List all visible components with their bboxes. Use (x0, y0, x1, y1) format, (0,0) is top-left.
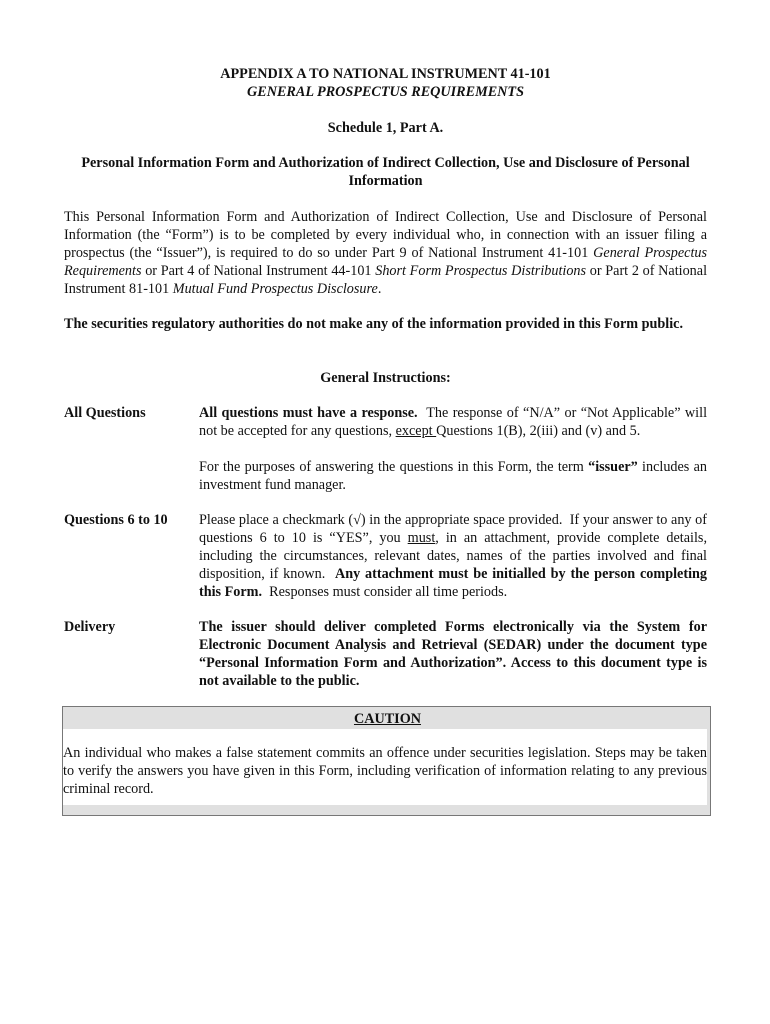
all-questions-except: except (395, 423, 437, 439)
appendix-title: APPENDIX A TO NATIONAL INSTRUMENT 41-101 (220, 66, 551, 82)
intro-ref-mutual-fund: Mutual Fund Prospectus Disclosure (172, 281, 378, 297)
all-questions-lead: All questions must have a response. (199, 405, 418, 421)
all-questions-text-1: The response of “N/A” or “Not Applicable” will not be accepted for any questions, (199, 405, 711, 439)
all-questions-label: All Questions (64, 405, 146, 421)
caution-body (63, 729, 707, 805)
questions-6-10-text-1: Please place a checkmark (√) in the appropriate space provided. If your answer to any of questions 6 to 10 is “YES”, you (199, 512, 711, 546)
questions-6-10-attachment-rule: Any attachment must be initialled by the person completing this Form. (199, 566, 707, 600)
intro-text-4: . (377, 281, 382, 297)
intro-text-3: or Part 2 of National Instrument 81-101 (64, 263, 708, 297)
all-questions-paragraph-2 (199, 458, 707, 494)
questions-6-10-text-2: , in an attachment, provide complete details, including the circumstances, relevant dates, names of the parties involved and final disposition, if known. (199, 530, 711, 582)
delivery-label: Delivery (64, 619, 116, 635)
issuer-def-text-2: includes an investment fund manager. (199, 459, 708, 493)
issuer-def-text-1: For the purposes of answering the questions in this Form, the term (199, 459, 589, 475)
intro-text-1: This Personal Information Form and Authorization of Indirect Collection, Use and Disclosure of Personal Information (the “Form”) is to be completed by every individual who, in connection with an issuer filing a prospectus (the “Issuer”), is required to do so under Part 9 of National Instrument 41-101 (64, 209, 707, 261)
delivery-paragraph: The issuer should deliver completed Forms electronically via the System for Electronic Document Analysis and Retrieval (SEDAR) under the document type “Personal Information Form and Authorization”. Access to this document type is not available to the public. (199, 619, 707, 689)
questions-6-10-paragraph (199, 511, 711, 601)
form-title: Personal Information Form and Authorization of Indirect Collection, Use and Disclosure of Personal Information (81, 155, 690, 189)
all-questions-text-2: Questions 1(B), 2(iii) and (v) and 5. (436, 423, 641, 439)
questions-6-10-must: must (407, 530, 436, 546)
questions-6-10-label: Questions 6 to 10 (64, 512, 168, 528)
all-questions-paragraph-1 (199, 404, 711, 440)
schedule-heading: Schedule 1, Part A. (327, 120, 444, 136)
questions-6-10-text-3: Responses must consider all time periods. (262, 584, 508, 600)
public-notice: The securities regulatory authorities do not make any of the information provided in this Form public. (64, 316, 683, 332)
appendix-subtitle: GENERAL PROSPECTUS REQUIREMENTS (247, 84, 524, 100)
intro-ref-general-prospectus: General Prospectus Requirements (64, 245, 708, 279)
general-instructions-heading: General Instructions: (320, 370, 451, 386)
issuer-term: “issuer” (588, 459, 638, 475)
intro-paragraph (64, 208, 707, 298)
intro-ref-short-form: Short Form Prospectus Distributions (375, 263, 587, 279)
caution-title: CAUTION (353, 711, 421, 727)
caution-box (62, 706, 711, 816)
intro-text-2: or Part 4 of National Instrument 44-101 (141, 263, 376, 279)
caution-text: An individual who makes a false statement commits an offence under securities legislation. Steps may be taken to verify the answers you have given in this Form, including verification of information relating to any previous criminal record. (63, 745, 707, 797)
